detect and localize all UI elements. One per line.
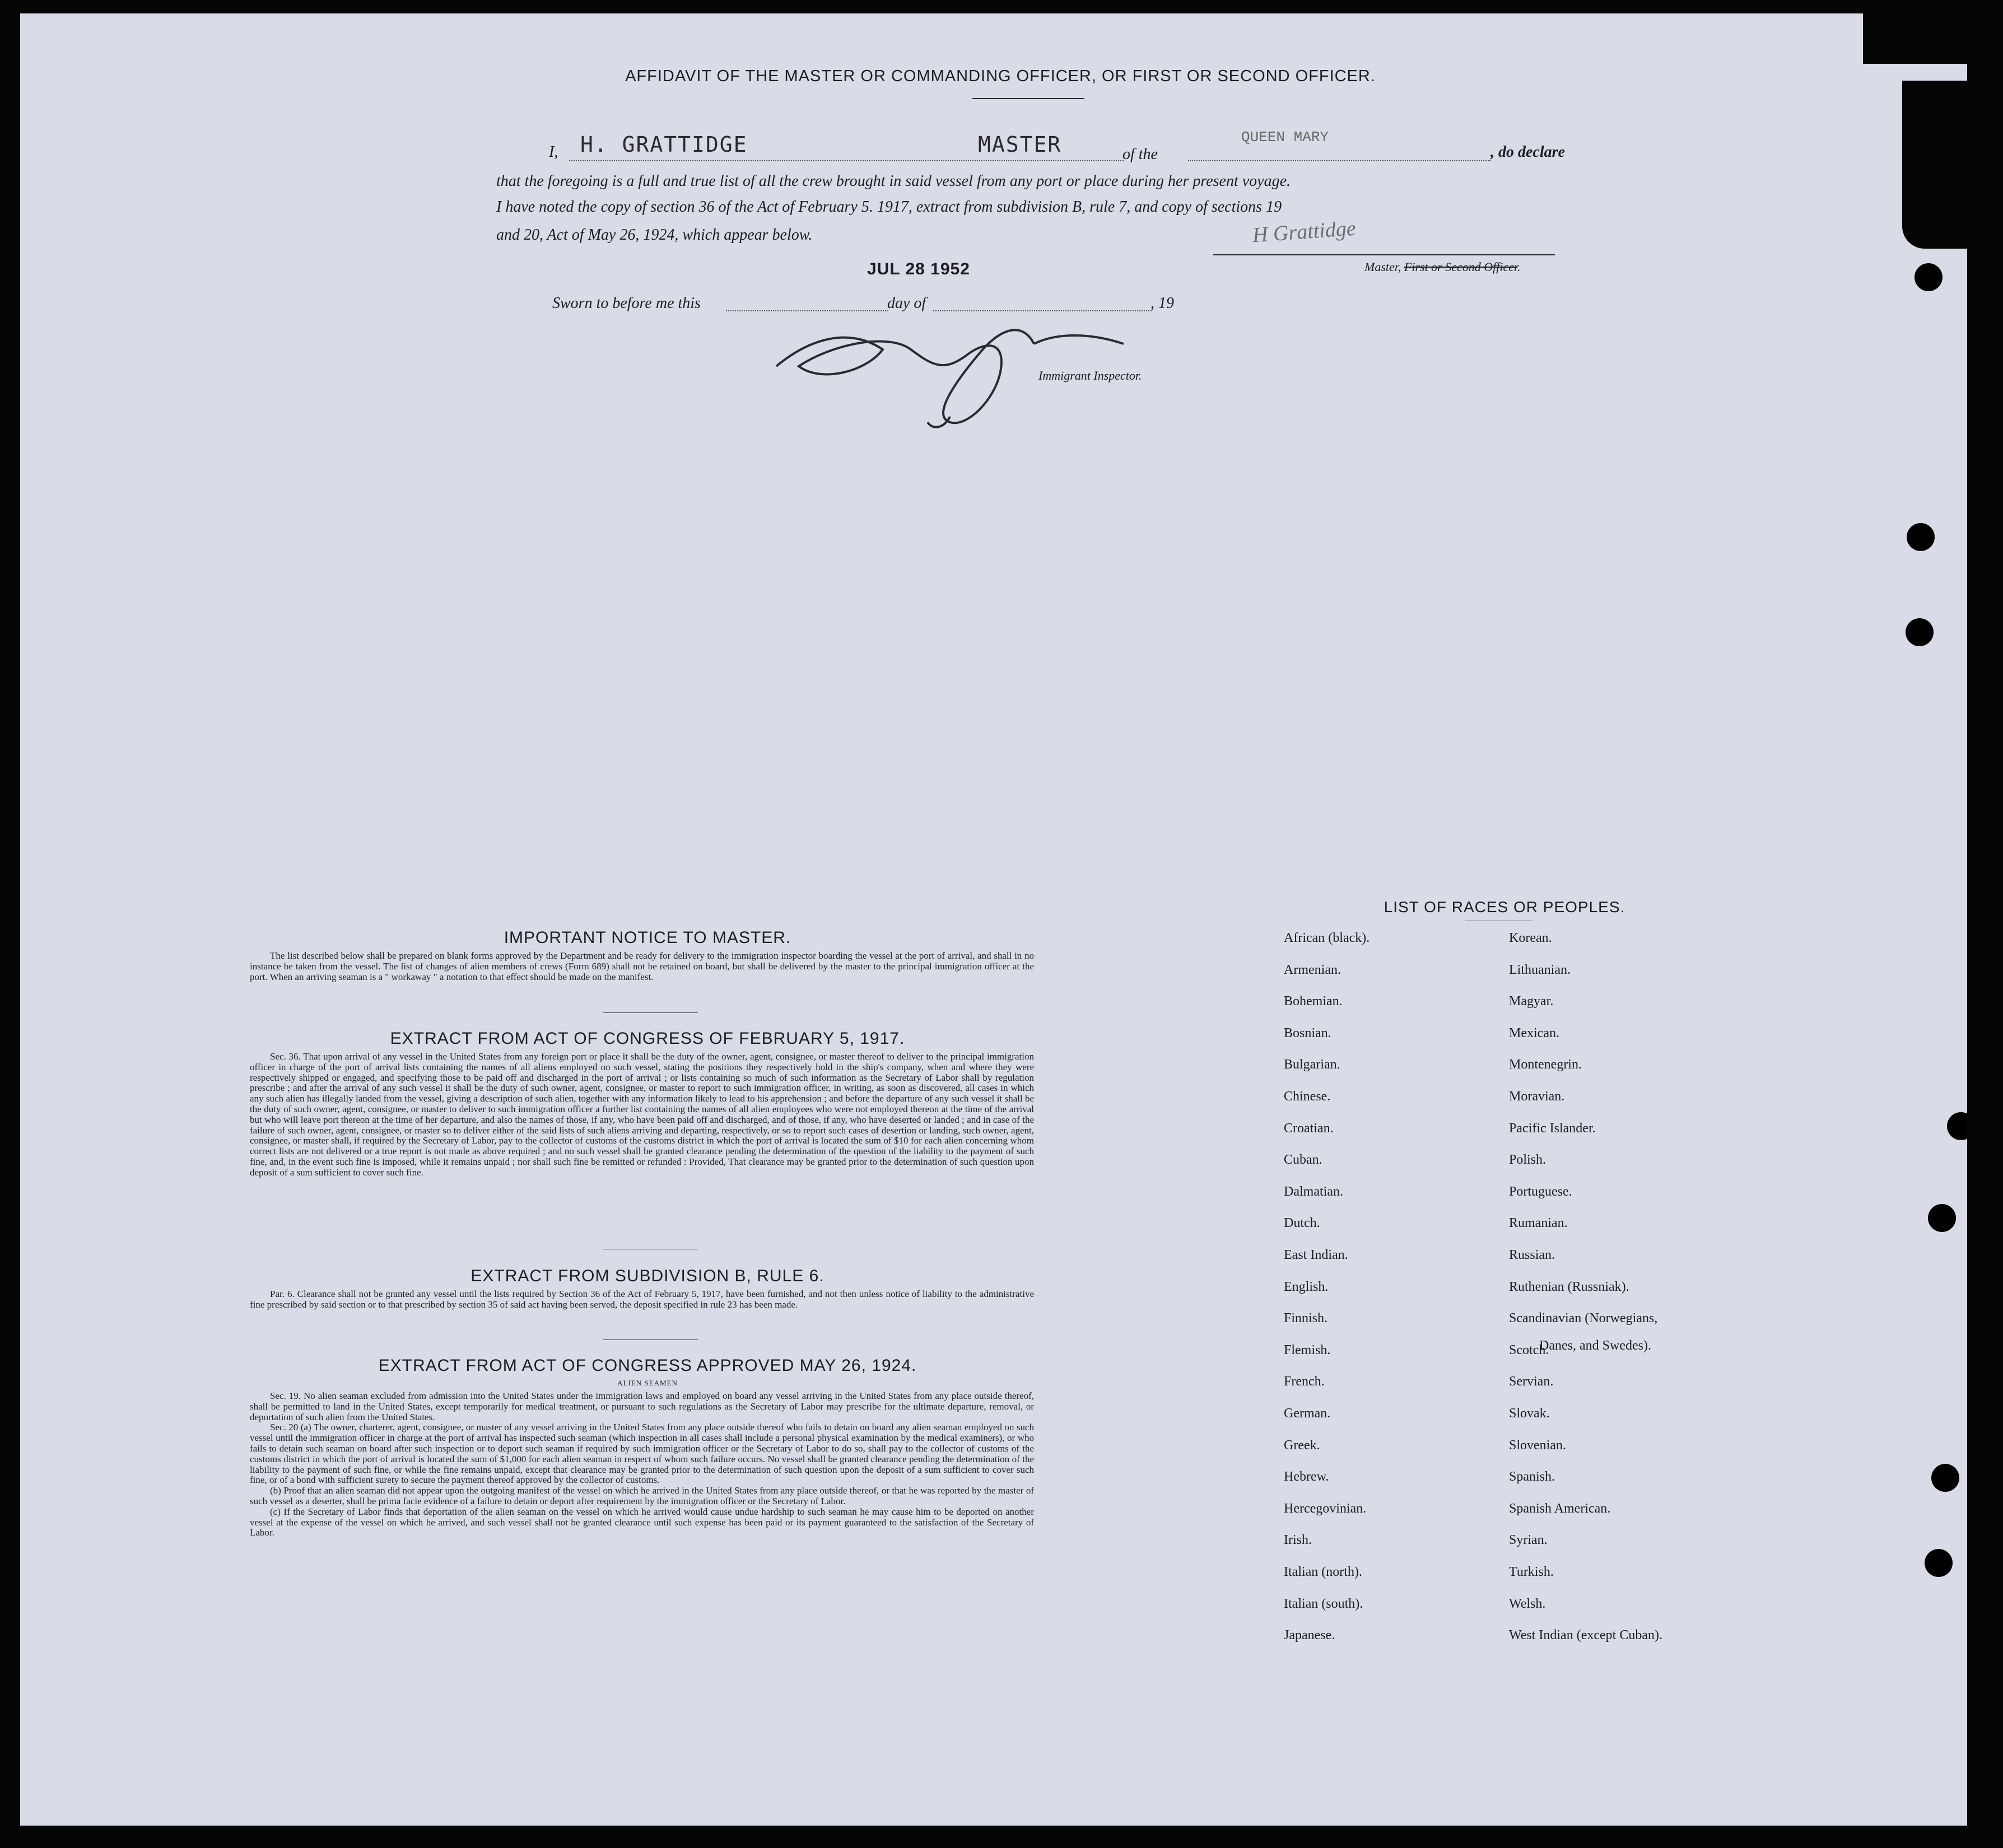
- sec-20c-paragraph: (c) If the Secretary of Labor finds that deportation of the alien seaman on the vessel on which he arrived would cause undue hardship to such seaman he may cause him to be deported on another vessel at the expense of the vessel on which he arrived, and such vessel shall not be granted clearance until such expense has been paid or its payment guaranteed to the satisfaction of the Secretary of Labor.: [250, 1506, 1034, 1538]
- race-item: Slovenian.: [1509, 1438, 1566, 1453]
- race-item: Bulgarian.: [1284, 1057, 1340, 1072]
- i-label: I,: [549, 143, 558, 161]
- race-item: German.: [1284, 1406, 1331, 1421]
- race-item: Turkish.: [1509, 1565, 1554, 1579]
- torn-edge: [1863, 13, 1967, 64]
- race-item: Lithuanian.: [1509, 962, 1571, 977]
- do-declare-label: , do declare: [1490, 143, 1565, 161]
- title-divider: [972, 98, 1084, 99]
- race-item: Spanish American.: [1509, 1501, 1611, 1516]
- torn-corner: [1902, 81, 1967, 249]
- sworn-label: Sworn to before me this: [552, 295, 701, 312]
- race-item: Montenegrin.: [1509, 1057, 1582, 1072]
- par-6-paragraph: Par. 6. Clearance shall not be granted any vessel until the lists required by Section 36 of the Act of February 5, 1917, have been furnished, and not then unless notice of liability to the administrative fine prescribed by said section or to that prescribed by section 35 of said act having been served, the deposit specified in rule 23 has been made.: [250, 1289, 1034, 1310]
- race-item: Cuban.: [1284, 1152, 1322, 1168]
- of-the-label: of the: [1122, 146, 1158, 163]
- extract-1917-title: EXTRACT FROM ACT OF CONGRESS OF FEBRUARY 5, 1917.: [390, 1029, 905, 1048]
- binder-hole: [1907, 523, 1935, 551]
- race-item: Dutch.: [1284, 1216, 1320, 1231]
- race-item: Polish.: [1509, 1152, 1546, 1168]
- master-caption: Master, First or Second Officer.: [1364, 260, 1521, 274]
- extract-1917-text: [250, 1052, 1034, 1178]
- master-rank: MASTER: [978, 132, 1062, 157]
- declaration-line-2: that the foregoing is a full and true list of all the crew brought in said vessel from any port or place during her present voyage.: [496, 172, 1291, 190]
- document-page: [20, 13, 1967, 1826]
- race-item: Welsh.: [1509, 1596, 1546, 1611]
- race-item: Croatian.: [1284, 1121, 1334, 1136]
- signature-line: [1213, 254, 1555, 255]
- master-signature: H Grattidge: [1251, 216, 1357, 248]
- race-item: East Indian.: [1284, 1248, 1348, 1262]
- binder-hole: [1925, 1549, 1953, 1577]
- race-item: Finnish.: [1284, 1311, 1328, 1326]
- race-item: Syrian.: [1509, 1533, 1548, 1548]
- race-item: Armenian.: [1284, 962, 1341, 977]
- race-item: Hercegovinian.: [1284, 1501, 1367, 1516]
- sec-36-paragraph: Sec. 36. That upon arrival of any vessel in the United States from any foreign port or place it shall be the duty of the owner, agent, consignee, or master thereof to deliver to the principal immigration officer in charge of the port of arrival lists containing the names of all aliens employed on such vessel, stating the positions they respectively hold in the ship's company, when and where they were respectively shipped or engaged, and specifying those to be paid off and discharged in the port of arrival ; or lists containing so much of such information as the Secretary of Labor shall by regulation prescribe ; and after the arrival of any such vessel it shall be the duty of such owner, agent, consignee, or master to report to such immigration officer, in writing, as soon as discovered, all cases in which any such alien has illegally landed from the vessel, giving a description of such alien, together with any information likely to lead to his apprehension ; and before the departure of any such vessel it shall be the duty of such owner, agent, consignee, or master to deliver to such immigration officer a further list containing the names of all alien employees who were not employed thereon at the time of the arrival but who will leave port thereon at the time of her departure, and also the names of those, if any, who have been paid off and discharged, and of those, if any, who have deserted or landed ; and in case of the failure of such owner, agent, consignee, or master so to deliver either of the said lists of such aliens arriving and departing, respectively, or so to report such cases of desertion or landing, such owner, agent, consignee, or master shall, if required by the Secretary of Labor, pay to the collector of customs of the customs district in which the port of arrival is located the sum of $10 for each alien concerning whom correct lists are not delivered or a true report is not made as above required ; and no such vessel shall be granted clearance pending the determination of the question of the liability to the payment of such fine, and, in the event such fine is imposed, while it remains unpaid ; nor shall such fine be remitted or refunded : Provided, That clearance may be granted prior to the determination of such question upon deposit of a sum sufficient to cover such fine.: [250, 1051, 1034, 1178]
- race-item: Chinese.: [1284, 1089, 1331, 1104]
- race-item: Scotch.: [1509, 1342, 1549, 1357]
- race-item: Ruthenian (Russniak).: [1509, 1279, 1629, 1294]
- race-item: African (black).: [1284, 931, 1370, 945]
- sec-20b-paragraph: (b) Proof that an alien seaman did not appear upon the outgoing manifest of the vessel on which he arrived in the United States from any place outside thereof, or that he was reported by the master of such vessel as a deserter, shall be prima facie evidence of a failure to detain or deport after requirement by the immigration officer or the Secretary of Labor.: [250, 1485, 1034, 1506]
- race-item: Flemish.: [1284, 1342, 1331, 1357]
- race-item: Russian.: [1509, 1248, 1555, 1262]
- notice-paragraph: The list described below shall be prepared on blank forms approved by the Department and be ready for delivery to the immigration inspector boarding the vessel at the port of arrival, and shall in no instance be taken from the vessel. The list of changes of alien members of crews (Form 689) shall not be retained on board, but shall be delivered by the master to the principal immigration officer at the port. When an arriving seaman is a " workaway " a notation to that effect should be made on the manifest.: [250, 950, 1034, 982]
- race-item: Japanese.: [1284, 1628, 1335, 1643]
- year-label: , 19: [1150, 295, 1174, 312]
- binder-hole: [1915, 263, 1943, 291]
- date-stamp: JUL 28 1952: [867, 260, 970, 278]
- declaration-line-3: I have noted the copy of section 36 of the Act of February 5. 1917, extract from subdivision B, rule 7, and copy of sections 19: [496, 198, 1282, 216]
- inspector-caption: Immigrant Inspector.: [1038, 368, 1142, 382]
- race-item: Italian (north).: [1284, 1565, 1362, 1579]
- notice-divider: [603, 1012, 698, 1013]
- race-continuation: Danes, and Swedes).: [1539, 1338, 1651, 1353]
- race-item: Moravian.: [1509, 1089, 1565, 1104]
- name-blank: [569, 160, 1124, 161]
- extract-rule6-text: [250, 1289, 1034, 1310]
- race-item: Magyar.: [1509, 994, 1554, 1009]
- race-item: Korean.: [1509, 931, 1552, 945]
- master-name: H. GRATTIDGE: [580, 132, 748, 157]
- binder-hole: [1928, 1204, 1956, 1232]
- sec-20a-paragraph: Sec. 20 (a) The owner, charterer, agent, consignee, or master of any vessel arriving in the United States from any place outside thereof who fails to detain on board any alien seaman employed on such vessel until the immigration officer in charge at the port of arrival has inspected such seaman (which inspection in all cases shall include a personal physical examination by the medical examiners), or who fails to detain such seaman on board after such inspection or to deport such seaman if required by such immigration officer or the Secretary of Labor to do so, shall pay to the collector of customs of the customs district in which the port of arrival is located the sum of $1,000 for each alien seaman in respect of whom such failure occurs. No vessel shall be granted clearance pending the determination of the liability to the payment of such fine, or while the fine remains unpaid, except that clearance may be granted prior to the determination of such question upon the deposit of a sum sufficient to cover such fine, or of a bond with sufficient surety to secure the payment thereof approved by the collector of customs.: [250, 1422, 1034, 1486]
- affidavit-title: AFFIDAVIT OF THE MASTER OR COMMANDING OFFICER, OR FIRST OR SECOND OFFICER.: [625, 67, 1376, 85]
- extract-rule6-title: EXTRACT FROM SUBDIVISION B, RULE 6.: [471, 1267, 825, 1285]
- race-item: Mexican.: [1509, 1025, 1559, 1040]
- race-item: Bosnian.: [1284, 1025, 1331, 1040]
- race-item: Servian.: [1509, 1374, 1554, 1389]
- race-item: Dalmatian.: [1284, 1184, 1343, 1199]
- race-item: English.: [1284, 1279, 1329, 1294]
- master-caption-struck: First or Second Officer: [1404, 260, 1518, 274]
- alien-seamen-subtitle: ALIEN SEAMEN: [617, 1379, 678, 1387]
- race-item: French.: [1284, 1374, 1325, 1389]
- notice-text: [250, 951, 1034, 982]
- race-item: Scandinavian (Norwegians,: [1509, 1311, 1658, 1326]
- declaration-line-4: and 20, Act of May 26, 1924, which appear below.: [496, 226, 813, 244]
- extract-1924-title: EXTRACT FROM ACT OF CONGRESS APPROVED MAY 26, 1924.: [378, 1356, 917, 1375]
- vessel-name: QUEEN MARY: [1241, 129, 1329, 146]
- races-title: LIST OF RACES OR PEOPLES.: [1384, 898, 1625, 916]
- race-item: Portuguese.: [1509, 1184, 1572, 1199]
- race-item: West Indian (except Cuban).: [1509, 1628, 1662, 1643]
- binder-hole: [1931, 1464, 1959, 1492]
- race-item: Pacific Islander.: [1509, 1121, 1596, 1136]
- race-item: Spanish.: [1509, 1469, 1555, 1485]
- master-caption-prefix: Master,: [1364, 260, 1401, 274]
- race-item: Italian (south).: [1284, 1596, 1363, 1611]
- sec-19-paragraph: Sec. 19. No alien seaman excluded from admission into the United States under the immigration laws and employed on board any vessel arriving in the United States from any place outside thereof, shall be permitted to land in the United States, except temporarily for medical treatment, or pursuant to such regulations as the Secretary of Labor may prescribe for the ultimate departure, removal, or deportation of such alien from the United States.: [250, 1390, 1034, 1422]
- race-item: Hebrew.: [1284, 1469, 1329, 1485]
- notice-title: IMPORTANT NOTICE TO MASTER.: [504, 928, 791, 947]
- vessel-blank: [1188, 160, 1490, 161]
- extract-1924-text: [250, 1391, 1034, 1538]
- race-item: Slovak.: [1509, 1406, 1550, 1421]
- binder-hole: [1947, 1112, 1967, 1140]
- day-of-label: day of: [887, 295, 926, 312]
- race-item: Greek.: [1284, 1438, 1320, 1453]
- binder-hole: [1906, 618, 1934, 646]
- race-item: Bohemian.: [1284, 994, 1343, 1009]
- race-item: Rumanian.: [1509, 1216, 1568, 1231]
- race-item: Irish.: [1284, 1533, 1312, 1548]
